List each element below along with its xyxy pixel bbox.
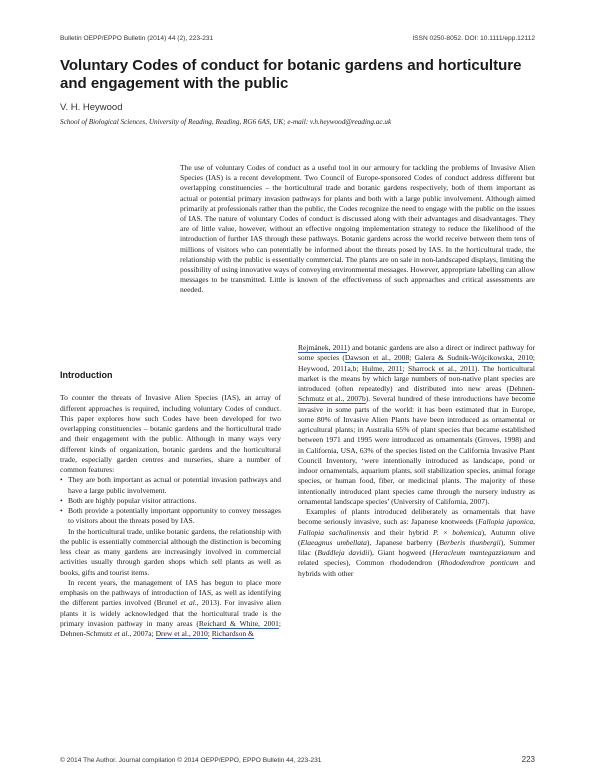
feature-list: [60, 475, 281, 526]
section-heading-introduction: Introduction: [60, 370, 113, 380]
footer-copyright: © 2014 The Author. Journal compilation © 2014 OEPP/EPPO, EPPO Bulletin 44, 223-231: [60, 757, 322, 764]
citation-link[interactable]: Dawson et al., 2008: [344, 353, 410, 363]
abstract: The use of voluntary Codes of conduct as a useful tool in our armoury for tackling the problems of Invasive Alien Species (IAS) is a recent development. Two Council of Europe-sponsored Codes of conduct address different but overlapping constituencies – the horticultural trade and botanic gardens respectively, both of them important as actual or potential primary invasion pathways for plants and both with a large public involvement. Although aimed primarily at professionals rather than the public, the Codes recognize the need to engage with the public on the issues of IAS. The nature of voluntary Codes of conduct is discussed along with their advantages and disadvantages. They are of little value, however, without an effective ongoing implementation strategy to reduce the likelihood of the introduction of further IAS through these pathways. Botanic gardens across the world receive between them tens of millions of visitors who can potentially be informed about the threats posed by IAS. In the horticultural trade, the relationship with the public is essentially commercial. The plants are on sale in non-landscaped displays, limiting the possibility of using innovative ways of conveying environmental messages. However, appropriate labelling can allow messages to be transmitted. Little is known of the effectiveness of such approaches and critical assessments are needed.: [180, 163, 535, 295]
intro-paragraph-2: In the horticultural trade, unlike botanic gardens, the relationship with the public is essentially commercial although the distinction is becoming less clear as many gardens are increasingly involved in commercial activities usually through garden shops which sell plants as well as books, gifts and tourist items.: [60, 526, 281, 577]
author-name: V. H. Heywood: [60, 102, 123, 113]
left-column: [60, 370, 281, 639]
list-item: • They are both important as actual or potential invasion pathways and have a large public involvement.: [60, 475, 281, 496]
intro-paragraph-3: In recent years, the management of IAS has begun to place more emphasis on the pathways of introduction of IAS, as well as identifying the different parties involved (Brunel et al., 2013). For invasive alien plants it is widely acknowledged that the horticultural trade is the primary invasion pathway in many areas (Reichard & White, 2001; Dehnen-Schmutz et al., 2007a; Drew et al., 2010; Richardson &: [60, 577, 281, 638]
citation-link[interactable]: Richardson &: [211, 629, 254, 638]
citation-link[interactable]: Dehnen-Schmutz et al., 2007b: [298, 384, 535, 404]
citation-link[interactable]: Drew et al., 2010: [155, 629, 208, 638]
citation-link[interactable]: Rejmánek, 2011: [298, 343, 348, 352]
page-number: 223: [521, 755, 535, 764]
intro-paragraph-1: To counter the threats of Invasive Alien Species (IAS), an array of different approaches is required, including voluntary Codes of conduct. This paper explores how such Codes have been developed for two overlapping constituencies – botanic gardens and the horticultural trade and their engagement with the public. Although in many ways very different kinds of organization, botanic gardens and the horticultural trade, especially garden centres and nurseries, share a number of common features:: [60, 393, 281, 474]
article-title: Voluntary Codes of conduct for botanic gardens and horticulture and engagement with the public: [60, 57, 522, 92]
citation-link[interactable]: Hulme, 2011: [361, 363, 403, 373]
journal-citation: Bulletin OEPP/EPPO Bulletin (2014) 44 (2), 223-231: [60, 35, 214, 42]
citation-link[interactable]: Galera & Sudnik-Wójcikowska, 2010: [414, 353, 533, 363]
body-paragraph-examples: Examples of plants introduced deliberately as ornamentals that have become seriously invasive, such as: Japanese knotweeds (Fallopia japonica, Fallopia sachalinensis and their hybrid P. × bohemica), Autumn olive (Elaeagnus umbellata), Japanese barberry (Berberis thunbergii), Summer lilac (Buddleja davidii), Giant hogweed (Heracleum mantegazzianum and related species), Common rhododendron (Rhododendron ponticum and hybrids with other: [298, 507, 536, 578]
right-column: [298, 343, 535, 579]
author-affiliation: School of Biological Sciences, University of Reading, Reading, RG6 6AS, UK; e-mail: v.h.heywood@reading.ac.uk: [60, 118, 392, 126]
body-paragraph-continued: Rejmánek, 2011) and botanic gardens are also a direct or indirect pathway for some species (Dawson et al., 2008; Galera & Sudnik-Wójcikowska, 2010; Heywood, 2011a,b; Hulme, 2011; Sharrock et al., 2011). The horticultural market is the means by which large numbers of non-native plant species are introduced (often repeatedly) and distributed into new areas (Dehnen-Schmutz et al., 2007b). Several hundred of these introductions have become invasive in some parts of the world: it has been estimated that in Europe, some 80% of Invasive Alien Plants have been introduced as ornamental or agricultural plants; in Australia 65% of plant species that became established between 1971 and 1995 were introduced as ornamentals (Groves, 1998) and in California, USA, 63% of the species listed on the California Invasive Plant Council Inventory, ‘were intentionally introduced as landscape, pond or indoor ornamentals, aquarium plants, soil stabilization species, animal forage species, or human food, fiber, or medicinal plants. The majority of these intentionally introduced plant species came through the nursery industry as ornamental landscape species’ (University of California, 2007).: [298, 343, 536, 506]
citation-link[interactable]: Reichard & White, 2001: [198, 618, 279, 628]
citation-link[interactable]: Sharrock et al., 2011: [408, 363, 475, 373]
list-item: • Both are highly popular visitor attractions.: [60, 496, 281, 506]
list-item: • Both provide a potentially important opportunity to convey messages to visitors about the threats posed by IAS.: [60, 506, 281, 527]
issn-doi: ISSN 0250-8052. DOI: 10.1111/epp.12112: [412, 35, 535, 42]
